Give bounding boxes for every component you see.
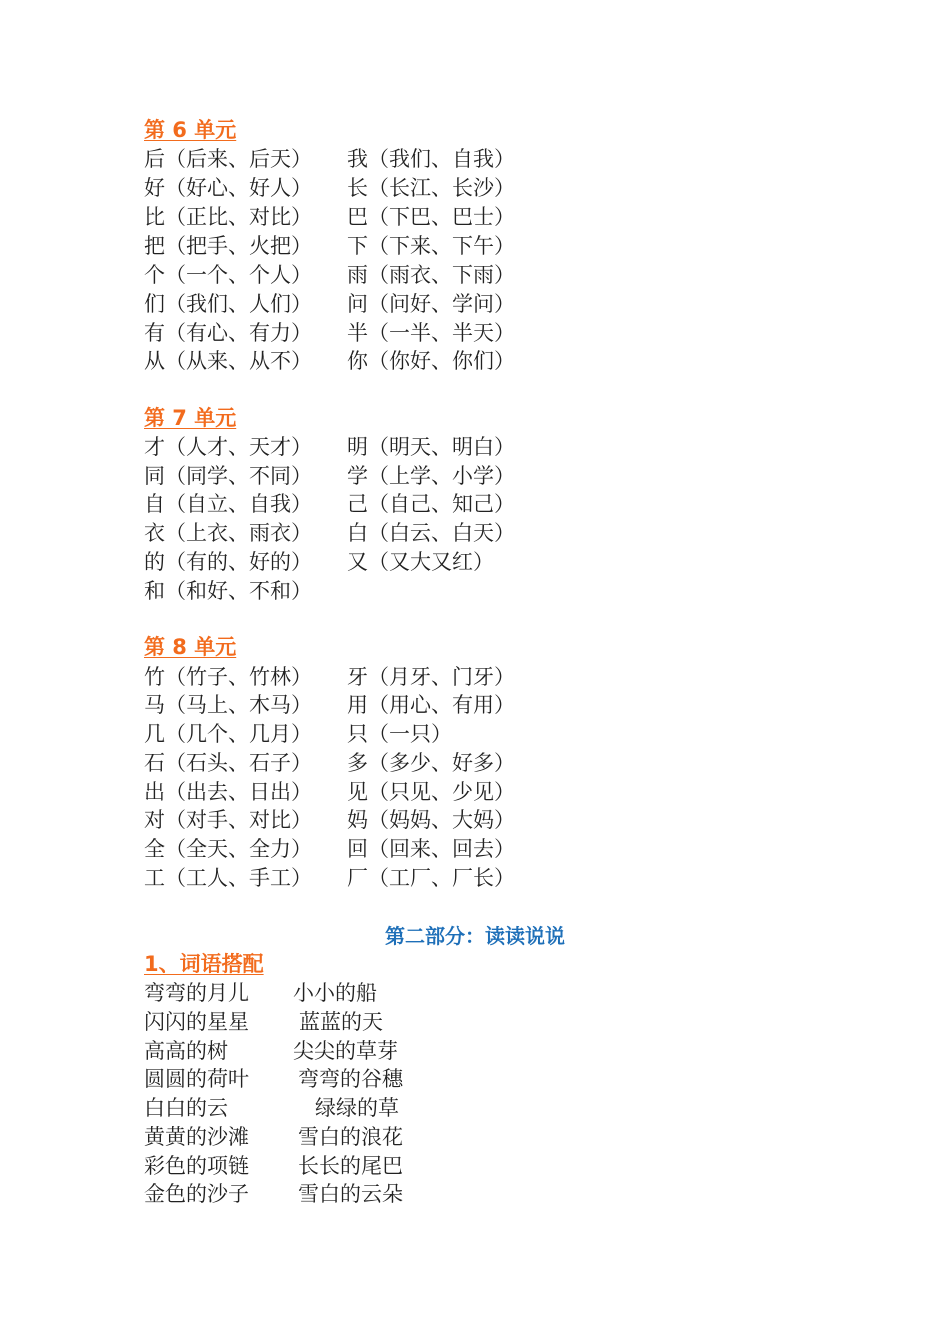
char-entry: 多（多少、好多） [347,751,515,775]
char-entry: 石（石头、石子） [144,751,312,775]
char-entry: 白（白云、白天） [347,521,515,545]
char-entry: 只（一只） [347,722,452,746]
unit-7-row [144,519,564,548]
unit-8-row [144,691,564,720]
unit-8-row [144,835,564,864]
phrase-row [144,1152,544,1181]
phrase-entry: 彩色的项链 [144,1154,249,1178]
phrase-entry: 圆圆的荷叶 [144,1067,249,1091]
char-entry: 又（又大又红） [347,550,494,574]
phrase-row [144,979,544,1008]
unit-8-row [144,806,564,835]
phrase-entry: 白白的云 [144,1096,228,1120]
phrase-entry: 黄黄的沙滩 [144,1125,249,1149]
unit-8-row [144,720,564,749]
unit-6-row [144,174,564,203]
unit-8-row [144,864,564,893]
char-entry: 长（长江、长沙） [347,176,515,200]
char-entry: 和（和好、不和） [144,579,312,603]
char-entry: 巴（下巴、巴士） [347,205,515,229]
char-entry: 比（正比、对比） [144,205,312,229]
char-entry: 竹（竹子、竹林） [144,665,312,689]
unit-6-row [144,232,564,261]
char-entry: 见（只见、少见） [347,780,515,804]
char-entry: 同（同学、不同） [144,464,312,488]
char-entry: 妈（妈妈、大妈） [347,808,515,832]
phrase-row [144,1008,544,1037]
unit-6-row [144,203,564,232]
unit-6-row [144,145,564,174]
char-entry: 马（马上、木马） [144,693,312,717]
char-entry: 从（从来、从不） [144,349,312,373]
char-entry: 下（下来、下午） [347,234,515,258]
phrase-row [144,1123,544,1152]
phrase-entry: 绿绿的草 [315,1096,399,1120]
char-entry: 的（有的、好的） [144,550,312,574]
char-entry: 半（一半、半天） [347,321,515,345]
char-entry: 把（把手、火把） [144,234,312,258]
unit-8-row [144,778,564,807]
char-entry: 个（一个、个人） [144,263,312,287]
char-entry: 己（自己、知己） [347,492,515,516]
phrase-row [144,1065,544,1094]
phrase-entry: 蓝蓝的天 [299,1010,383,1034]
unit-7-row [144,462,564,491]
char-entry: 工（工人、手工） [144,866,312,890]
char-entry: 我（我们、自我） [347,147,515,171]
unit-7-row [144,490,564,519]
char-entry: 回（回来、回去） [347,837,515,861]
phrase-entry: 高高的树 [144,1039,228,1063]
char-entry: 自（自立、自我） [144,492,312,516]
char-entry: 出（出去、日出） [144,780,312,804]
char-entry: 明（明天、明白） [347,435,515,459]
char-entry: 学（上学、小学） [347,464,515,488]
unit-8-row [144,663,564,692]
char-entry: 衣（上衣、雨衣） [144,521,312,545]
part-two-title: 第二部分：读读说说 [385,924,565,948]
phrase-entry: 金色的沙子 [144,1182,249,1206]
char-entry: 你（你好、你们） [347,349,515,373]
char-entry: 牙（月牙、门牙） [347,665,515,689]
unit-6-row [144,290,564,319]
phrase-entry: 弯弯的月儿 [144,981,249,1005]
char-entry: 后（后来、后天） [144,147,312,171]
char-entry: 全（全天、全力） [144,837,312,861]
phrase-entry: 长长的尾巴 [298,1154,403,1178]
char-entry: 几（几个、几月） [144,722,312,746]
unit-6-title: 第 6 单元 [144,118,237,142]
unit-8-row [144,749,564,778]
unit-6-row [144,319,564,348]
phrase-entry: 雪白的浪花 [298,1125,403,1149]
phrase-row [144,1180,544,1209]
unit-7-row [144,548,564,577]
unit-7-row [144,433,564,462]
unit-7-title: 第 7 单元 [144,406,237,430]
unit-8-title: 第 8 单元 [144,635,237,659]
char-entry: 有（有心、有力） [144,321,312,345]
char-entry: 雨（雨衣、下雨） [347,263,515,287]
phrase-entry: 弯弯的谷穗 [298,1067,403,1091]
unit-6-row [144,347,564,376]
phrase-entry: 小小的船 [293,981,377,1005]
unit-7-row [144,577,564,606]
char-entry: 问（问好、学问） [347,292,515,316]
char-entry: 们（我们、人们） [144,292,312,316]
unit-6-row [144,261,564,290]
phrase-entry: 闪闪的星星 [144,1010,249,1034]
phrase-entry: 雪白的云朵 [298,1182,403,1206]
phrase-entry: 尖尖的草芽 [293,1039,398,1063]
section-title-word-pairing: 1、词语搭配 [144,952,264,976]
char-entry: 好（好心、好人） [144,176,312,200]
phrase-row [144,1094,544,1123]
char-entry: 用（用心、有用） [347,693,515,717]
char-entry: 厂（工厂、厂长） [347,866,515,890]
char-entry: 对（对手、对比） [144,808,312,832]
phrase-row [144,1037,544,1066]
char-entry: 才（人才、天才） [144,435,312,459]
